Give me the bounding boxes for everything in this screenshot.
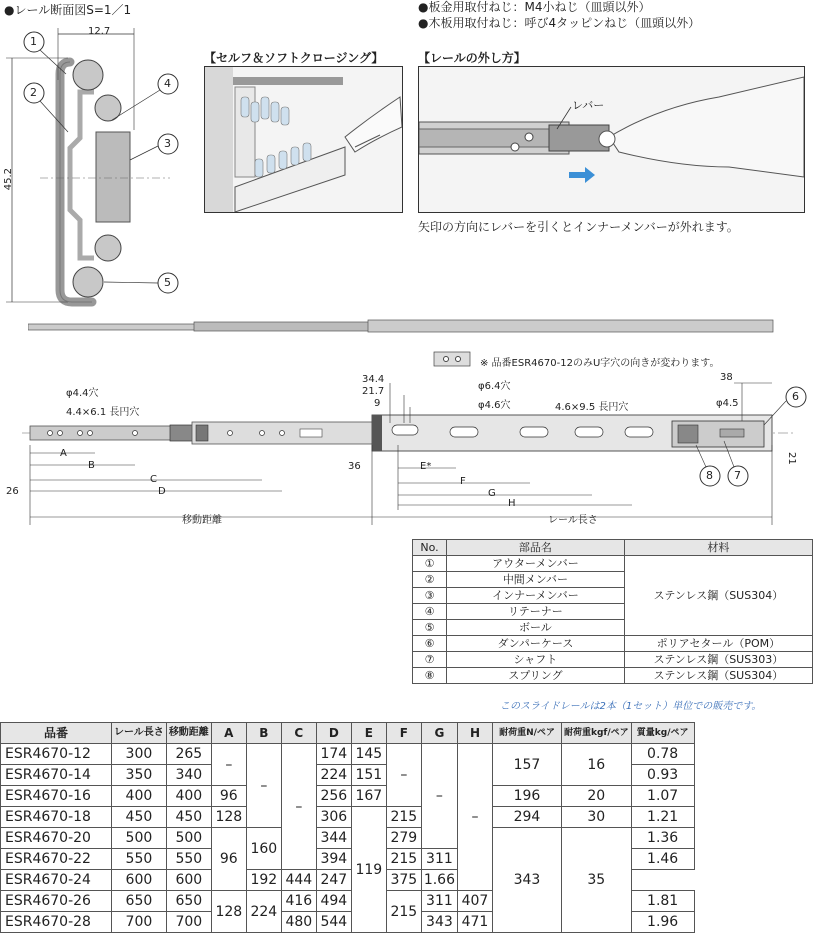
mount-spec-metal: ●板金用取付ねじ：M4小ねじ（皿頭以外） [418, 0, 651, 14]
rail-length-label: レール長さ [548, 515, 598, 526]
callout-6: 6 [792, 390, 799, 403]
callout-4: 4 [164, 77, 171, 90]
sale-note: このスライドレールは2本（1セット）単位での販売です。 [500, 701, 762, 712]
dim-g: G [488, 488, 496, 499]
table-row: ⑥ ダンパーケース ポリアセタール（POM） [413, 636, 813, 652]
table-row: ESR4670-16 400 400 96 256 167 196 20 1.07 [1, 786, 695, 807]
panel-remove-title: 【レールの外し方】 [418, 51, 526, 65]
table-row: ⑧ スプリング ステンレス鋼（SUS304） [413, 668, 813, 684]
rail-top-view [28, 318, 776, 336]
table-row: ④ リテーナー [413, 604, 813, 620]
rail-removal-illustration [419, 67, 804, 212]
callout-1: 1 [30, 35, 37, 48]
label-hole-64: φ6.4穴 [478, 381, 511, 392]
dim-c: C [150, 474, 157, 485]
spec-table: 品番 レール長さ 移動距離 A B C D E F G H 耐荷重N/ペア 耐荷重kgf/ペア 質量kg/ペア ESR4670-12 300 265 – – – 174 145 – – – 157 16 0.78 ESR4670-14 350 340 224 151 0.93 ESR4670-16 400 400 96 256 167 196 20 1.07 ESR4670-18 450 450 128 306 119 215 294 30 1.21 ESR4670-20 500 500 96 160 344 279 343 35 1.36 ESR4670-22 550 550 394 215 311 1.46 ESR4670-24 600 600 192 444 247 375 1.66 ESR4670-26 650 650 128 224 416 494 215 311 407 1.81 ESR4670-28 700 700 480 544 343 471 1.96 [0, 722, 695, 933]
mount-spec-wood: ●木板用取付ねじ：呼び4タッピンねじ（皿頭以外） [418, 16, 701, 30]
table-row: ESR4670-26 650 650 128 224 416 494 215 311 407 1.81 [1, 891, 695, 912]
label-217: 21.7 [362, 386, 385, 397]
label-9: 9 [374, 398, 381, 409]
label-hole-46: φ4.6穴 [478, 400, 511, 411]
table-row: ③ インナーメンバー [413, 588, 813, 604]
table-row: ① アウターメンバー ステンレス鋼（SUS304） [413, 556, 813, 572]
remove-caption: 矢印の方向にレバーを引くとインナーメンバーが外れます。 [418, 220, 739, 234]
label-21: 21 [786, 452, 797, 465]
label-38: 38 [720, 372, 733, 383]
table-row: ESR4670-28 700 700 480 544 343 471 1.96 [1, 912, 695, 933]
dim-f: F [460, 476, 466, 487]
table-row: ESR4670-24 600 600 192 444 247 375 1.66 [1, 870, 695, 891]
dim-a: A [60, 448, 67, 459]
label-36: 36 [348, 461, 361, 472]
label-344: 34.4 [362, 374, 385, 385]
rail-removal-photo [418, 66, 805, 213]
parts-header-name: 部品名 [447, 540, 625, 556]
parts-header-no: No. [413, 540, 447, 556]
label-26: 26 [6, 486, 19, 497]
soft-close-photo [204, 66, 403, 213]
variant-note: ※ 品番ESR4670-12のみU字穴の向きが変わります。 [480, 358, 720, 369]
table-row: ESR4670-20 500 500 96 160 344 279 343 35 1.36 [1, 828, 695, 849]
soft-close-illustration [205, 67, 402, 212]
panel-close-title: 【セルフ＆ソフトクロージング】 [204, 51, 384, 65]
shared-material: ステンレス鋼（SUS304） [624, 556, 812, 636]
dim-h: H [508, 498, 516, 509]
dim-b: B [88, 460, 95, 471]
dim-height-label: 45.2 [3, 168, 14, 191]
travel-label: 移動距離 [182, 515, 222, 526]
parts-header-material: 材料 [624, 540, 812, 556]
callout-7: 7 [734, 469, 741, 482]
parts-table [412, 539, 813, 684]
label-slot-44x61: 4.4×6.1 長円穴 [66, 407, 140, 418]
dim-width-label: 12.7 [88, 26, 111, 37]
table-row: ⑦ シャフト ステンレス鋼（SUS303） [413, 652, 813, 668]
table-row: ESR4670-22 550 550 394 215 311 1.46 [1, 849, 695, 870]
rail-side-view-diagram [0, 345, 813, 535]
table-row: ESR4670-18 450 450 128 306 119 215 294 30 1.21 [1, 807, 695, 828]
label-slot-46x95: 4.6×9.5 長円穴 [555, 402, 629, 413]
table-row: ESR4670-12 300 265 – – – 174 145 – – – 157 16 0.78 [1, 744, 695, 765]
cross-section-diagram [0, 20, 200, 310]
dim-e: E* [420, 461, 432, 472]
callout-2: 2 [30, 86, 37, 99]
table-row: ⑤ ボール [413, 620, 813, 636]
callout-8: 8 [706, 469, 713, 482]
lever-label: レバー [572, 99, 605, 112]
callout-3: 3 [164, 137, 171, 150]
label-hole-45: φ4.5 [716, 398, 739, 409]
dim-d: D [158, 486, 166, 497]
callout-5: 5 [164, 276, 171, 289]
table-row: ESR4670-14 350 340 224 151 0.93 [1, 765, 695, 786]
section-title: ●レール断面図S=1／1 [4, 3, 132, 17]
table-row: ② 中間メンバー [413, 572, 813, 588]
label-hole-44: φ4.4穴 [66, 388, 99, 399]
